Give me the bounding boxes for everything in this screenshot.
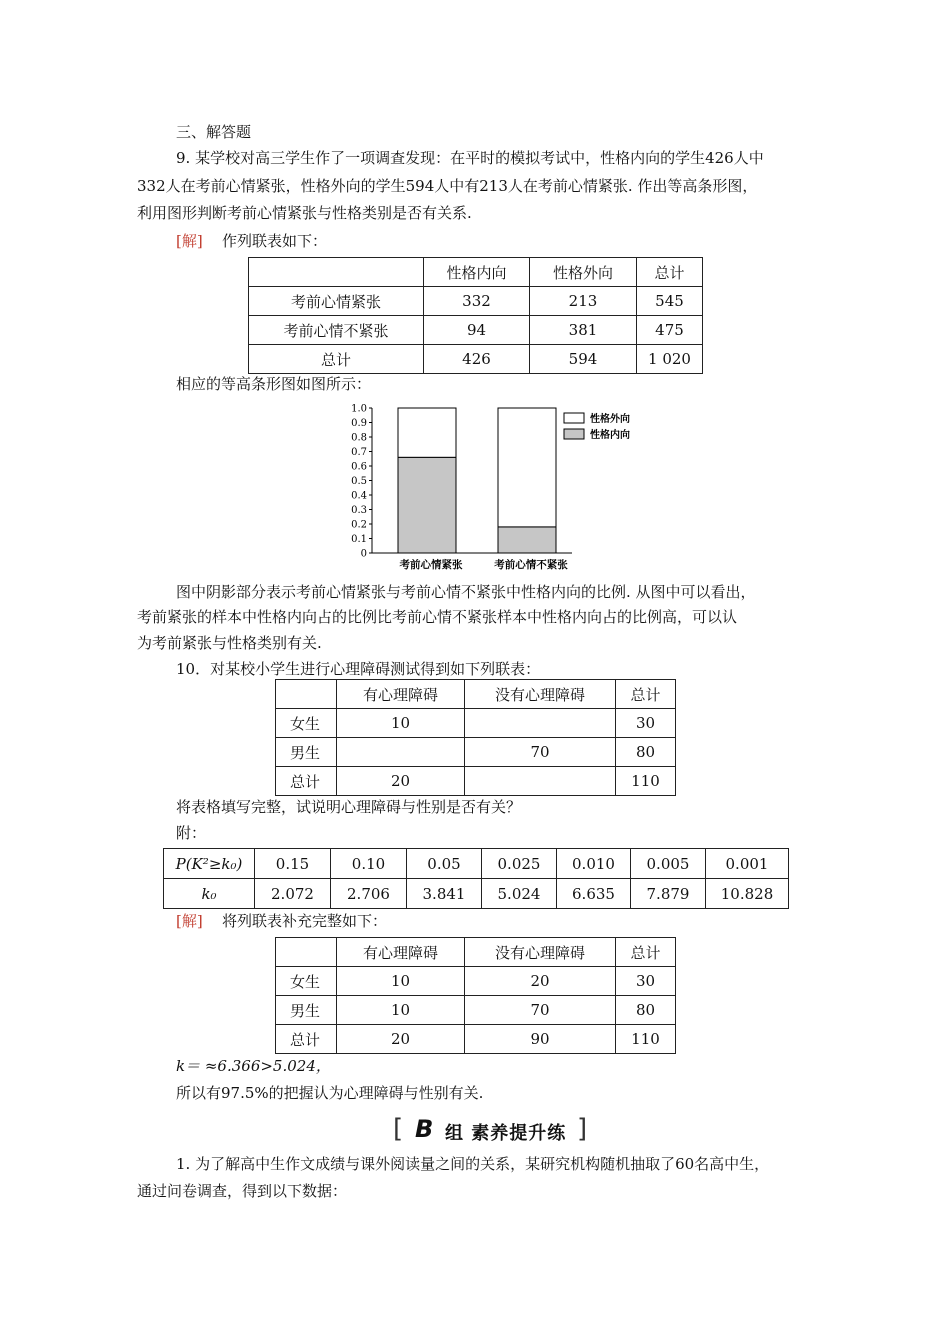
legend-swatch: [564, 413, 584, 423]
table-row: [276, 767, 676, 796]
q9-contingency-table: [248, 257, 703, 374]
table-cell: 475: [637, 316, 703, 345]
x-category-label: 考前心情紧张: [399, 559, 463, 571]
q10-prompt: 将表格填写完整，试说明心理障碍与性别是否有关？: [176, 798, 522, 816]
y-tick-label: 0.8: [351, 432, 367, 444]
table-header: 没有心理障碍: [465, 938, 616, 967]
section-heading: 三、解答题: [176, 123, 252, 141]
table-row: [276, 967, 676, 996]
table-cell: 女生: [276, 967, 337, 996]
bracket-left: [: [393, 1114, 404, 1144]
table-cell: 考前心情紧张: [249, 287, 424, 316]
q10-answer-label: [解]: [176, 912, 203, 930]
table-cell: 332: [424, 287, 530, 316]
q10-filled-table: [275, 937, 676, 1054]
table-cell: 男生: [276, 738, 337, 767]
table-cell: 90: [465, 1025, 616, 1054]
table-row: [276, 1025, 676, 1054]
q9-line-2: 332人在考前心情紧张，性格外向的学生594人中有213人在考前心情紧张. 作出等高条形图，: [137, 177, 758, 195]
table-header: k₀: [164, 879, 255, 909]
table-row: [249, 258, 703, 287]
table-cell: 10: [337, 996, 465, 1025]
table-cell: 20: [337, 1025, 465, 1054]
table-row: [249, 316, 703, 345]
table-header: 有心理障碍: [337, 938, 465, 967]
table-row: [276, 938, 676, 967]
table-row: [276, 680, 676, 709]
table-cell: 2.706: [331, 879, 407, 909]
y-tick-label: 1.0: [351, 403, 367, 415]
table-cell: 3.841: [407, 879, 482, 909]
table-cell: 7.879: [631, 879, 706, 909]
table-cell: [276, 680, 337, 709]
qb1-line-1: 1. 为了解高中生作文成绩与课外阅读量之间的关系，某研究机构随机抽取了60名高中生，: [176, 1155, 770, 1173]
table-cell: 2.072: [255, 879, 331, 909]
table-cell: 94: [424, 316, 530, 345]
table-cell: 0.10: [331, 849, 407, 879]
table-cell: 10: [337, 967, 465, 996]
table-cell: 545: [637, 287, 703, 316]
table-row: [249, 287, 703, 316]
table-row: [276, 996, 676, 1025]
chart-caption: 相应的等高条形图如图所示：: [176, 375, 372, 393]
y-tick-label: 0.7: [351, 447, 367, 458]
table-cell: 80: [616, 738, 676, 767]
table-cell: 女生: [276, 709, 337, 738]
table-cell: 0.025: [482, 849, 557, 879]
table-header: 没有心理障碍: [465, 680, 616, 709]
table-cell: 0.010: [557, 849, 631, 879]
q9-explain-2: 考前紧张的样本中性格内向占的比例比考前心情不紧张样本中性格内向占的比例高，可以认: [137, 608, 738, 626]
table-header: 总计: [637, 258, 703, 287]
q10-conclusion: 所以有97.5%的把握认为心理障碍与性别有关.: [176, 1084, 484, 1102]
table-cell: [465, 709, 616, 738]
legend-label: 性格内向: [590, 430, 630, 441]
appendix-label: 附：: [176, 824, 207, 842]
table-header: 总计: [616, 938, 676, 967]
x-category-label: 考前心情不紧张: [494, 559, 568, 571]
table-cell: [249, 258, 424, 287]
y-tick-label: 0.6: [351, 461, 367, 473]
table-header: 总计: [616, 680, 676, 709]
y-tick-label: 0: [360, 548, 367, 560]
legend-label: 性格外向: [590, 414, 630, 425]
table-cell: 110: [616, 767, 676, 796]
table-cell: 5.024: [482, 879, 557, 909]
k-formula: k＝ ≈6.366>5.024，: [176, 1057, 331, 1075]
table-header: 有心理障碍: [337, 680, 465, 709]
table-cell: 594: [530, 345, 637, 374]
q9-explain-3: 为考前紧张与性格类别有关.: [137, 634, 322, 652]
table-cell: 6.635: [557, 879, 631, 909]
section-b-letter: B: [415, 1115, 434, 1143]
q9-line-3: 利用图形判断考前心情紧张与性格类别是否有关系.: [137, 204, 472, 222]
table-row: [276, 738, 676, 767]
table-cell: 426: [424, 345, 530, 374]
y-tick-label: 0.4: [351, 490, 367, 502]
table-cell: [465, 767, 616, 796]
table-row: [276, 709, 676, 738]
table-header: P(K²≥k₀): [164, 849, 255, 879]
bar-segment: [398, 408, 456, 457]
table-row: [164, 849, 789, 879]
q10-line: 10．对某校小学生进行心理障碍测试得到如下列联表：: [176, 660, 541, 678]
table-cell: 20: [337, 767, 465, 796]
table-cell: 381: [530, 316, 637, 345]
table-cell: 30: [616, 967, 676, 996]
stacked-bar-chart: [340, 400, 650, 578]
table-cell: 考前心情不紧张: [249, 316, 424, 345]
table-header: 性格外向: [530, 258, 637, 287]
q9-explain-1: 图中阴影部分表示考前心情紧张与考前心情不紧张中性格内向的比例. 从图中可以看出，: [176, 583, 756, 601]
bar-segment: [498, 408, 556, 527]
q9-line-1: 9. 某学校对高三学生作了一项调查发现：在平时的模拟考试中，性格内向的学生426人中: [176, 149, 764, 167]
q10-table: [275, 679, 676, 796]
table-cell: 80: [616, 996, 676, 1025]
table-cell: 总计: [276, 1025, 337, 1054]
table-header: 性格内向: [424, 258, 530, 287]
q10-answer-intro: 将列联表补充完整如下：: [222, 912, 388, 930]
table-cell: 0.005: [631, 849, 706, 879]
table-cell: 70: [465, 996, 616, 1025]
bar-segment: [398, 457, 456, 553]
table-cell: 10.828: [706, 879, 789, 909]
table-cell: 总计: [276, 767, 337, 796]
table-cell: 0.15: [255, 849, 331, 879]
section-b-title: 组 素养提升练: [445, 1123, 567, 1144]
bracket-right: ]: [577, 1114, 588, 1144]
q9-answer-label: [解]: [176, 232, 203, 250]
table-cell: 总计: [249, 345, 424, 374]
y-tick-label: 0.3: [351, 505, 367, 516]
y-tick-label: 0.5: [351, 476, 367, 487]
qb1-line-2: 通过问卷调查，得到以下数据：: [137, 1182, 348, 1200]
table-cell: 男生: [276, 996, 337, 1025]
table-row: [249, 345, 703, 374]
table-cell: 0.05: [407, 849, 482, 879]
table-row: [164, 879, 789, 909]
y-tick-label: 0.2: [351, 519, 367, 531]
q9-answer-intro: 作列联表如下：: [222, 232, 328, 250]
table-cell: 10: [337, 709, 465, 738]
table-cell: 30: [616, 709, 676, 738]
y-tick-label: 0.9: [351, 418, 367, 429]
table-cell: 213: [530, 287, 637, 316]
table-cell: 70: [465, 738, 616, 767]
k-critical-table: [163, 848, 789, 909]
table-cell: [337, 738, 465, 767]
bar-segment: [498, 527, 556, 553]
y-tick-label: 0.1: [351, 534, 367, 545]
table-cell: 1 020: [637, 345, 703, 374]
legend-swatch: [564, 429, 584, 439]
section-b-heading: [393, 1116, 593, 1144]
table-cell: [276, 938, 337, 967]
table-cell: 110: [616, 1025, 676, 1054]
table-cell: 0.001: [706, 849, 789, 879]
table-cell: 20: [465, 967, 616, 996]
